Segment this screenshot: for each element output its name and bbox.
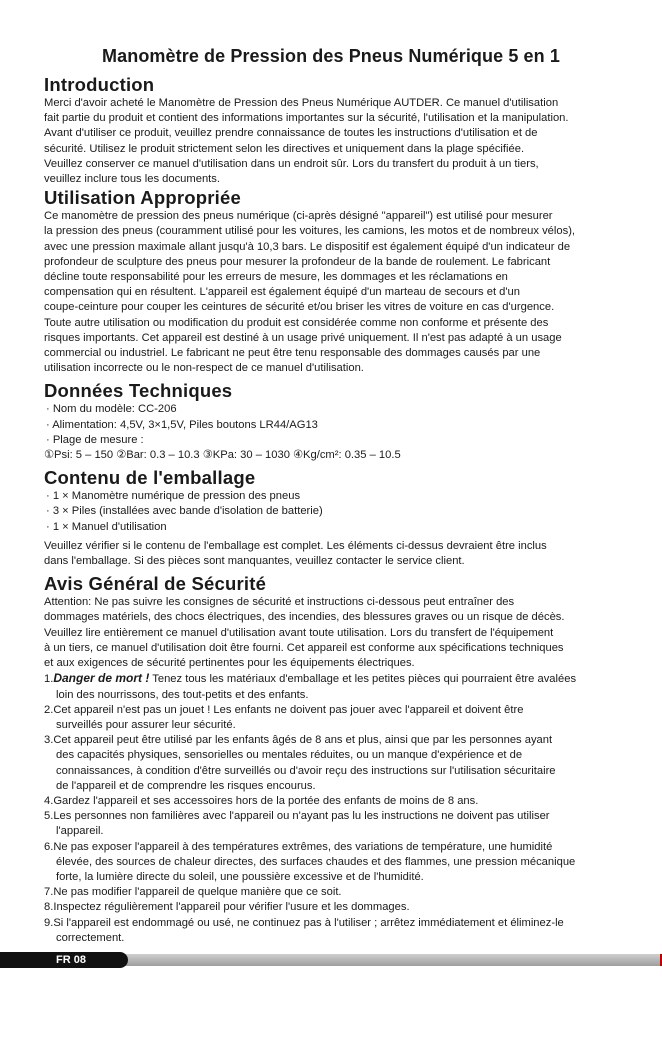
safety-intro-line: et aux exigences de sécurité pertinentes pour les équipements électriques. [44, 657, 415, 670]
usage-text [44, 209, 650, 376]
safety-item-continuation: connaissances, à condition d'être surveillés ou d'avoir reçu des instructions sur l'utilisation sécuritaire [56, 764, 556, 777]
safety-intro-line: Attention: Ne pas suivre les consignes de sécurité et instructions ci-dessous peut entraîner des [44, 596, 515, 609]
footer-bar [116, 954, 660, 966]
heading-safety: Avis Général de Sécurité [44, 573, 267, 595]
usage-line: profondeur de sculpture des pneus pour mesurer la profondeur de la bande de roulement. Le fabricant [44, 255, 551, 268]
safety-item-5: 5.Les personnes non familières avec l'appareil ou n'ayant pas lu les instructions ne doivent pas utiliser [44, 810, 550, 823]
usage-line: compensation qui en résultent. L'appareil est également équipé d'un marteau de secours et d'un [44, 286, 520, 299]
safety-item-continuation: loin des nourrissons, des tout-petits et des enfants. [56, 688, 309, 701]
heading-technical-data: Données Techniques [44, 380, 233, 402]
intro-line: fait partie du produit et contient des informations importantes sur la sécurité, l'utilisation et la manipulation. [44, 112, 569, 125]
page-footer [0, 952, 662, 968]
safety-intro-line: dommages matériels, des chocs électriques, des incendies, des blessures graves ou un risque de décès. [44, 611, 565, 624]
intro-line: sécurité. Utilisez le produit strictement selon les directives et uniquement dans la plage spécifiée. [44, 142, 525, 155]
section-technical-data [44, 380, 650, 463]
safety-item-1 [44, 671, 650, 687]
safety-item-6: 6.Ne pas exposer l'appareil à des températures extrêmes, des variations de température, une humidité [44, 840, 553, 853]
content [44, 74, 650, 946]
safety-item-continuation: correctement. [56, 931, 125, 944]
safety-item-continuation: élevée, des sources de chaleur directes, des surfaces chaudes et des flammes, une pression mécanique [56, 855, 576, 868]
safety-item-text: Tenez tous les matériaux d'emballage et les petites pièces qui pourraient être avalées [149, 673, 577, 686]
safety-item-continuation: surveillés pour assurer leur sécurité. [56, 718, 236, 731]
safety-item-7: 7.Ne pas modifier l'appareil de quelque manière que ce soit. [44, 886, 342, 899]
package-note-line: dans l'emballage. Si des pièces sont manquantes, veuillez contacter le service client. [44, 555, 465, 568]
heading-usage: Utilisation Appropriée [44, 187, 241, 209]
safety-item-continuation: de l'appareil et de comprendre les risques encourus. [56, 779, 316, 792]
spec-line: · Nom du modèle: CC-206 [46, 403, 177, 416]
section-package-contents [44, 467, 650, 569]
usage-line: risques importants. Cet appareil est destiné à un usage privé uniquement. Il n'est pas adapté à un usage [44, 331, 562, 344]
safety-item-3: 3.Cet appareil peut être utilisé par les enfants âgés de 8 ans et plus, ainsi que par les personnes ayant [44, 734, 553, 747]
safety-item-continuation: l'appareil. [56, 825, 104, 838]
intro-line: Avant d'utiliser ce produit, veuillez prendre connaissance de toutes les instructions d'utilisation et de [44, 127, 538, 140]
intro-line: Merci d'avoir acheté le Manomètre de Pression des Pneus Numérique AUTDER. Ce manuel d'utilisation [44, 97, 559, 109]
safety-item-continuation: forte, la lumière directe du soleil, une poussière excessive et de l'humidité. [56, 870, 424, 883]
heading-package-contents: Contenu de l'emballage [44, 467, 256, 489]
page-title: Manomètre de Pression des Pneus Numérique 5 en 1 [102, 46, 560, 66]
usage-line: utilisation incorrecte ou le non-respect de ce manuel d'utilisation. [44, 362, 364, 375]
page-number-label: FR 08 [0, 952, 128, 968]
spec-range-line: ①Psi: 5 – 150 ②Bar: 0.3 – 10.3 ③KPa: 30 – 1030 ④Kg/cm²: 0.35 – 10.5 [44, 449, 401, 462]
safety-item-2: 2.Cet appareil n'est pas un jouet ! Les enfants ne doivent pas jouer avec l'appareil et doivent être [44, 703, 524, 716]
safety-item-8: 8.Inspectez régulièrement l'appareil pour vérifier l'usure et les dommages. [44, 901, 410, 914]
usage-line: Ce manomètre de pression des pneus numérique (ci-après désigné "appareil") est utilisé pour mesurer [44, 210, 553, 223]
usage-line: commercial ou industriel. Le fabricant ne peut être tenu responsable des dommages causés par une [44, 347, 541, 360]
package-item: · 3 × Piles (installées avec bande d'isolation de batterie) [46, 505, 323, 518]
package-note-line: Veuillez vérifier si le contenu de l'emballage est complet. Les éléments ci-dessus devraient être inclus [44, 539, 547, 552]
spec-line: · Alimentation: 4,5V, 3×1,5V, Piles boutons LR44/AG13 [46, 418, 318, 431]
intro-text [44, 96, 650, 187]
section-safety [44, 573, 650, 946]
safety-item-continuation: des capacités physiques, sensorielles ou mentales réduites, ou un manque d'expérience et de [56, 749, 523, 762]
intro-line: Veuillez conserver ce manuel d'utilisation dans un endroit sûr. Lors du transfert du produit à un tiers, [44, 157, 539, 170]
package-item: · 1 × Manomètre numérique de pression des pneus [46, 490, 301, 503]
usage-line: coupe-ceinture pour couper les ceintures de sécurité et/ou briser les vitres de voiture en cas d'urgence. [44, 301, 555, 314]
safety-item-9: 9.Si l'appareil est endommagé ou usé, ne continuez pas à l'utiliser ; arrêtez immédiatement et éliminez-le [44, 916, 564, 929]
usage-line: la pression des pneus (couramment utilisé pour les voitures, les camions, les motos et de nombreux vélos), [44, 225, 576, 238]
usage-line: décline toute responsabilité pour les erreurs de mesure, les dommages et les réclamations en [44, 271, 508, 284]
package-item: · 1 × Manuel d'utilisation [46, 520, 167, 533]
usage-line: Toute autre utilisation ou modification du produit est considérée comme non conforme et présente des [44, 316, 549, 329]
heading-introduction: Introduction [44, 74, 155, 95]
safety-intro-line: à un tiers, ce manuel d'utilisation doit être fourni. Cet appareil est conforme aux spécifications techniques [44, 641, 564, 654]
safety-item-4: 4.Gardez l'appareil et ses accessoires hors de la portée des enfants de moins de 8 ans. [44, 794, 479, 807]
safety-intro-line: Veuillez lire entièrement ce manuel d'utilisation avant toute utilisation. Lors du transfert de l'équipement [44, 626, 554, 639]
usage-line: avec une pression maximale allant jusqu'à 10,3 bars. Le dispositif est également équipé d'un indicateur de [44, 240, 571, 253]
section-usage [44, 187, 650, 376]
safety-items-list [44, 703, 650, 946]
spec-line: · Plage de mesure : [46, 433, 144, 446]
safety-item-number: 1. [44, 673, 54, 686]
section-introduction [44, 74, 650, 187]
intro-line: veuillez inclure tous les documents. [44, 173, 220, 186]
danger-warning: Danger de mort ! [53, 671, 150, 686]
